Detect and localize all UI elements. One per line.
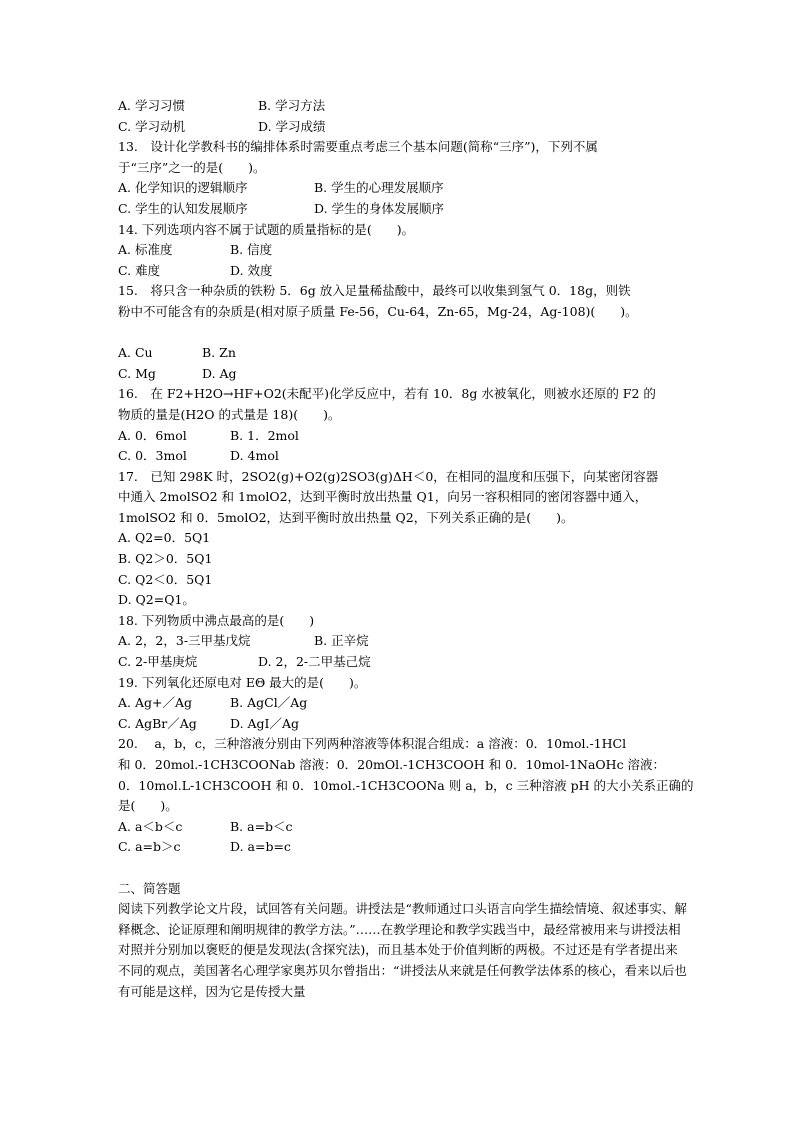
section-heading: 二、简答题 (118, 880, 181, 896)
question-18-stem: 18. 下列物质中沸点最高的是( ) (118, 612, 315, 628)
question-20-stem-cont-3: 是( )。 (118, 798, 178, 814)
question-17-stem-cont-2: 1molSO2 和 0．5molO2，达到平衡时放出热量 Q2，下列关系正确的是( )。 (118, 509, 574, 525)
option-d: D. Ag (202, 365, 237, 381)
question-16-options-row-2 (118, 446, 688, 467)
question-15-stem: 15. 将只含一种杂质的铁粉 5．6g 放入足量稀盐酸中，最终可以收集到氢气 0．18g，则铁 (118, 283, 631, 299)
question-20-stem-cont-1: 和 0．20mol.-1CH3COONab 溶液：0．20mOl.-1CH3COOH 和 0．10mol-1NaOHc 溶液： (118, 757, 666, 772)
document-page (118, 96, 694, 1002)
question-19-stem: 19. 下列氧化还原电对 EΘ 最大的是( )。 (118, 674, 367, 690)
question-19-options-row-2 (118, 714, 688, 735)
option-a: A. a＜b＜c (118, 818, 183, 834)
question-13-options-row-2 (118, 199, 688, 220)
option-b: B. 1．2mol (230, 427, 299, 443)
option-b: B. Q2＞0．5Q1 (118, 551, 213, 567)
option-a: A. Ag+／Ag (118, 695, 193, 711)
option-d: D. a=b=c (230, 839, 291, 855)
question-18-options-row-2 (118, 652, 688, 673)
option-d: D. 2，2-二甲基己烷 (258, 654, 371, 670)
question-19-options-row-1 (118, 693, 688, 714)
question-14-options-row-1 (118, 240, 688, 261)
question-13-options-row-1 (118, 178, 688, 199)
question-17-stem: 17. 已知 298K 时，2SO2(g)+O2(g)2SO3(g)ΔH＜0，在相同的温度和压强下，向某密闭容器 (118, 468, 659, 484)
option-b: B. 学习方法 (258, 98, 326, 113)
option-a: A. 化学知识的逻辑顺序 (118, 180, 248, 196)
option-b: B. 正辛烷 (314, 633, 369, 649)
question-16-options-row-1 (118, 426, 688, 447)
option-b: B. Zn (202, 345, 236, 361)
question-12-options-row-1 (118, 96, 688, 117)
option-a: A. 标准度 (118, 242, 173, 258)
option-b: B. AgCl／Ag (230, 695, 308, 711)
question-17-stem-cont-1: 中通入 2molSO2 和 1molO2，达到平衡时放出热量 Q1，向另一容积相同的密闭容器中通入， (118, 489, 648, 505)
option-c: C. 难度 (118, 262, 161, 278)
option-a: A. 0．6mol (118, 427, 187, 443)
option-a: A. 2，2，3-三甲基戊烷 (118, 633, 251, 649)
option-d: D. 学生的身体发展顺序 (314, 200, 445, 216)
option-c: C. 学生的认知发展顺序 (118, 200, 248, 216)
option-c: C. 0．3mol (118, 448, 187, 464)
question-20-stem: 20. a，b，c，三种溶液分别由下列两种溶液等体积混合组成：a 溶液：0．10mol.-1HCl (118, 736, 627, 752)
option-c: C. AgBr／Ag (118, 715, 197, 731)
option-b: B. a=b＜c (230, 818, 293, 834)
option-d: D. 学习成绩 (258, 118, 326, 134)
question-18-options-row-1 (118, 631, 688, 652)
option-c: C. Q2＜0．5Q1 (118, 571, 213, 587)
question-15-stem-cont: 粉中不可能含有的杂质是(相对原子质量 Fe-56，Cu-64，Zn-65，Mg-24，Ag-108)( )。 (118, 303, 638, 319)
option-c: C. Mg (118, 365, 156, 381)
option-d: D. AgI／Ag (230, 715, 300, 731)
question-20-stem-cont-2: 0．10mol.L-1CH3COOH 和 0．10mol.-1CH3COONa 则 a，b，c 三种溶液 pH 的大小关系正确的 (118, 777, 694, 793)
question-14-options-row-2 (118, 261, 688, 282)
option-b: B. 学生的心理发展顺序 (314, 180, 444, 196)
question-20-options-row-2 (118, 837, 688, 858)
option-d: D. Q2=Q1。 (118, 592, 195, 608)
question-15-options-row-1 (118, 343, 688, 364)
option-d: D. 效度 (230, 262, 273, 278)
question-14-stem: 14. 下列选项内容不属于试题的质量指标的是( )。 (118, 221, 415, 237)
option-c: C. 学习动机 (118, 118, 186, 134)
question-16-stem-cont: 物质的量是(H2O 的式量是 18)( )。 (118, 406, 341, 422)
option-a: A. Q2=0．5Q1 (118, 530, 211, 546)
question-12-options-row-2 (118, 117, 688, 138)
question-20-options-row-1 (118, 817, 688, 838)
option-d: D. 4mol (230, 448, 279, 464)
option-a: A. 学习习惯 (118, 98, 185, 113)
option-c: C. a=b＞c (118, 839, 181, 855)
option-b: B. 信度 (230, 242, 273, 258)
question-16-stem: 16. 在 F2+H2O→HF+O2(未配平)化学反应中，若有 10．8g 水被氧化，则被水还原的 F2 的 (118, 386, 656, 402)
question-13-stem-cont: 于“三序”之一的是( )。 (118, 159, 266, 175)
option-a: A. Cu (118, 345, 153, 361)
question-15-options-row-2 (118, 364, 688, 385)
blank-line (118, 323, 688, 344)
blank-line (118, 858, 688, 879)
reading-passage: 阅读下列教学论文片段，试回答有关问题。讲授法是“教师通过口头语言向学生描绘情境、叙述事实、解释概念、论证原理和阐明规律的教学方法。”……在教学理论和教学实践当中，最经常被用来与讲授法相对照并分别加以褒贬的便是发现法(含探究法)，而且基本处于价值判断的两极。不过还是有学者提出来不同的观点，美国著名心理学家奥苏贝尔曾指出：“讲授法从来就是任何教学法体系的核心，看来以后也有可能是这样，因为它是传授大量 (118, 901, 687, 999)
question-13-stem: 13. 设计化学教科书的编排体系时需要重点考虑三个基本问题(简称“三序”)，下列不属 (118, 139, 598, 155)
option-c: C. 2-甲基庚烷 (118, 654, 198, 670)
